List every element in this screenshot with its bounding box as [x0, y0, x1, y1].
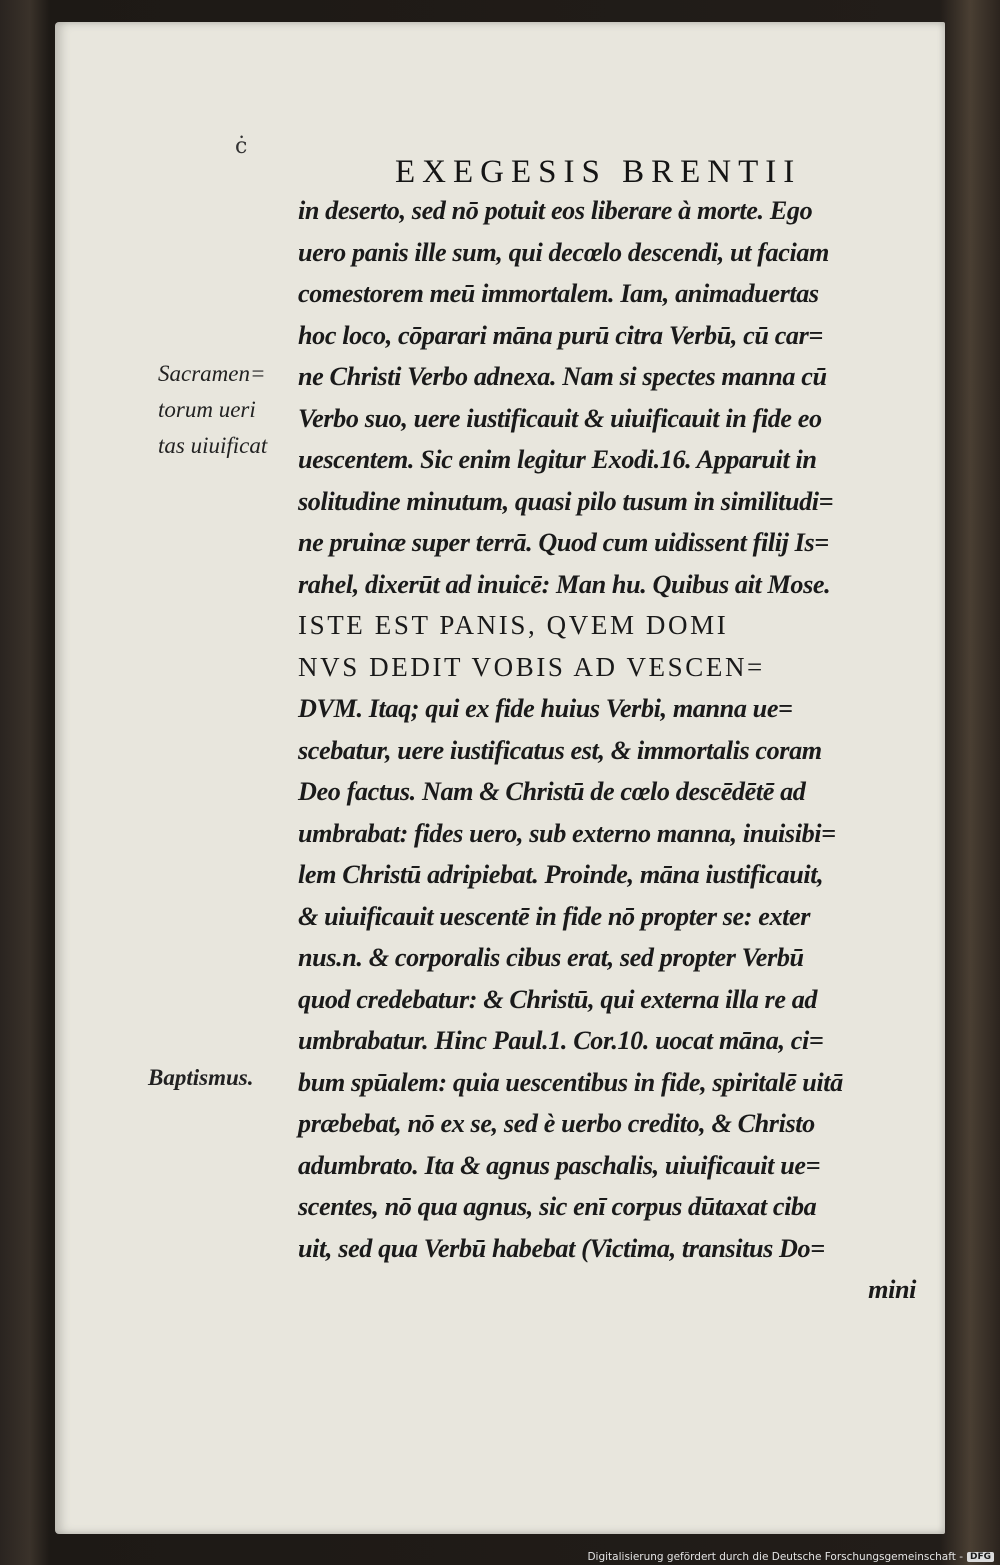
running-head: EXEGESIS BRENTII: [395, 154, 802, 190]
text-line: Verbo suo, uere iustificauit & uiuificauit in fide eo: [298, 403, 822, 433]
text-line: DVM. Itaq; qui ex fide huius Verbi, manna ue=: [298, 694, 793, 723]
text-line: Deo factus. Nam & Christū de cœlo descēdētē ad: [298, 777, 806, 806]
margin-note-line: Baptismus.: [148, 1065, 254, 1090]
text-line: lem Christū adripiebat. Proinde, māna iustificauit,: [298, 860, 824, 889]
text-line: uit, sed qua Verbū habebat (Victima, transitus Do=: [298, 1233, 825, 1263]
text-line: rahel, dixerūt ad inuicē: Man hu. Quibus ait Mose.: [298, 569, 831, 599]
text-line: uescentem. Sic enim legitur Exodi.16. Apparuit in: [298, 445, 817, 474]
margin-note-sacramentorum: [158, 356, 267, 464]
text-line: uero panis ille sum, qui decœlo descendi, ut faciam: [298, 237, 829, 267]
text-line: comestorem meū immortalem. Iam, animaduertas: [298, 279, 819, 308]
text-line: præbebat, nō ex se, sed è uerbo credito, & Christo: [298, 1109, 815, 1138]
text-line: bum spūalem: quia uescentibus in fide, spiritalē uitā: [298, 1067, 843, 1097]
text-line-caps: ISTE EST PANIS, QVEM DOMI: [298, 610, 729, 640]
margin-note-baptismus: [148, 1060, 253, 1096]
footer-credit: Digitalisierung gefördert durch die Deutsche Forschungsgemeinschaft -: [587, 1551, 963, 1563]
text-line: adumbrato. Ita & agnus paschalis, uiuificauit ue=: [298, 1150, 821, 1180]
margin-note-line: tas uiuificat: [158, 433, 268, 458]
text-line: scentes, nō qua agnus, sic enī corpus dūtaxat ciba: [298, 1192, 817, 1221]
corner-mark: ċ: [235, 134, 249, 159]
text-line: ne pruinæ super terrā. Quod cum uidissent filij Is=: [298, 528, 829, 557]
text-line: quod credebatur: & Christū, qui externa illa re ad: [298, 984, 818, 1014]
dfg-logo: DFG: [967, 1552, 994, 1562]
margin-note-line: torum ueri: [158, 397, 256, 422]
margin-note-line: Sacramen=: [158, 361, 266, 386]
text-line: & uiuificauit uescentē in fide nō propter se: exter: [298, 901, 811, 931]
text-line-catchword: mini: [868, 1275, 916, 1304]
text-line: ne Christi Verbo adnexa. Nam si spectes manna cū: [298, 362, 827, 391]
digitization-footer: [587, 1551, 994, 1563]
text-line: solitudine minutum, quasi pilo tusum in similitudi=: [298, 486, 834, 516]
text-line: hoc loco, cōparari māna purū citra Verbū, cū car=: [298, 320, 823, 350]
text-line: in deserto, sed nō potuit eos liberare à morte. Ego: [298, 196, 813, 225]
text-line-caps: NVS DEDIT VOBIS AD VESCEN=: [298, 651, 765, 682]
body-text: [298, 190, 938, 1311]
text-line: scebatur, uere iustificatus est, & immortalis coram: [298, 735, 822, 765]
text-line: nus.n. & corporalis cibus erat, sed propter Verbū: [298, 943, 804, 972]
text-line: umbrabat: fides uero, sub externo manna, inuisibi=: [298, 818, 836, 848]
text-line: umbrabatur. Hinc Paul.1. Cor.10. uocat māna, ci=: [298, 1026, 824, 1055]
